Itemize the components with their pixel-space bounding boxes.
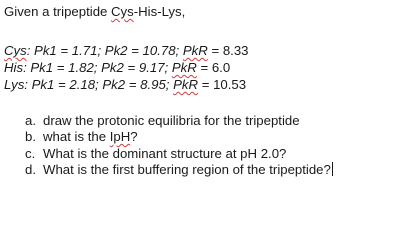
pkr-value: = 8.33 [207,43,249,58]
list-marker: b. [25,129,36,144]
misspelled-word[interactable]: Cys [111,4,134,19]
pk2-value: Pk2 = 9.17; [101,60,172,75]
question-text-pre: what is the [43,129,110,144]
pk2-value: Pk2 = 8.95; [102,77,174,92]
separator: : [26,43,35,58]
amino-acid-name: His [4,60,24,75]
question-text: draw the protonic equilibria for the tripeptide [43,113,300,128]
question-item-a [25,113,300,129]
question-title [4,4,185,20]
pk2-value: Pk2 = 10.78; [104,43,183,58]
pkr-label[interactable]: PkR [171,60,197,75]
question-text: What is the dominant structure at pH 2.0? [43,146,287,161]
question-item-b [25,129,138,145]
question-text: What is the first buffering region of the tripeptide? [43,162,331,177]
pk-row-cys [4,43,249,59]
pkr-label[interactable]: PkR [173,77,199,92]
list-marker: d. [25,162,36,177]
list-marker: a. [25,113,36,128]
amino-acid-name: Lys [4,77,25,92]
question-item-d[interactable] [25,162,333,178]
question-text-post: ? [130,129,138,144]
question-item-c [25,146,286,162]
pk1-value: Pk1 = 1.82; [30,60,102,75]
pk-row-lys [4,77,246,93]
pkr-label[interactable]: PkR [182,43,208,58]
title-suffix: -His-Lys, [133,4,186,19]
amino-acid-name[interactable]: Cys [4,43,27,58]
separator: : [23,60,31,75]
misspelled-word[interactable]: IpH [109,129,131,144]
pk1-value: Pk1 = 1.71; [34,43,105,58]
pkr-value: = 10.53 [198,77,247,92]
separator: : [24,77,32,92]
list-marker: c. [25,146,36,161]
pkr-value: = 6.0 [196,60,231,75]
pk-row-his [4,60,230,76]
text-cursor [332,162,333,176]
title-prefix: Given a tripeptide [4,4,112,19]
pk1-value: Pk1 = 2.18; [31,77,103,92]
